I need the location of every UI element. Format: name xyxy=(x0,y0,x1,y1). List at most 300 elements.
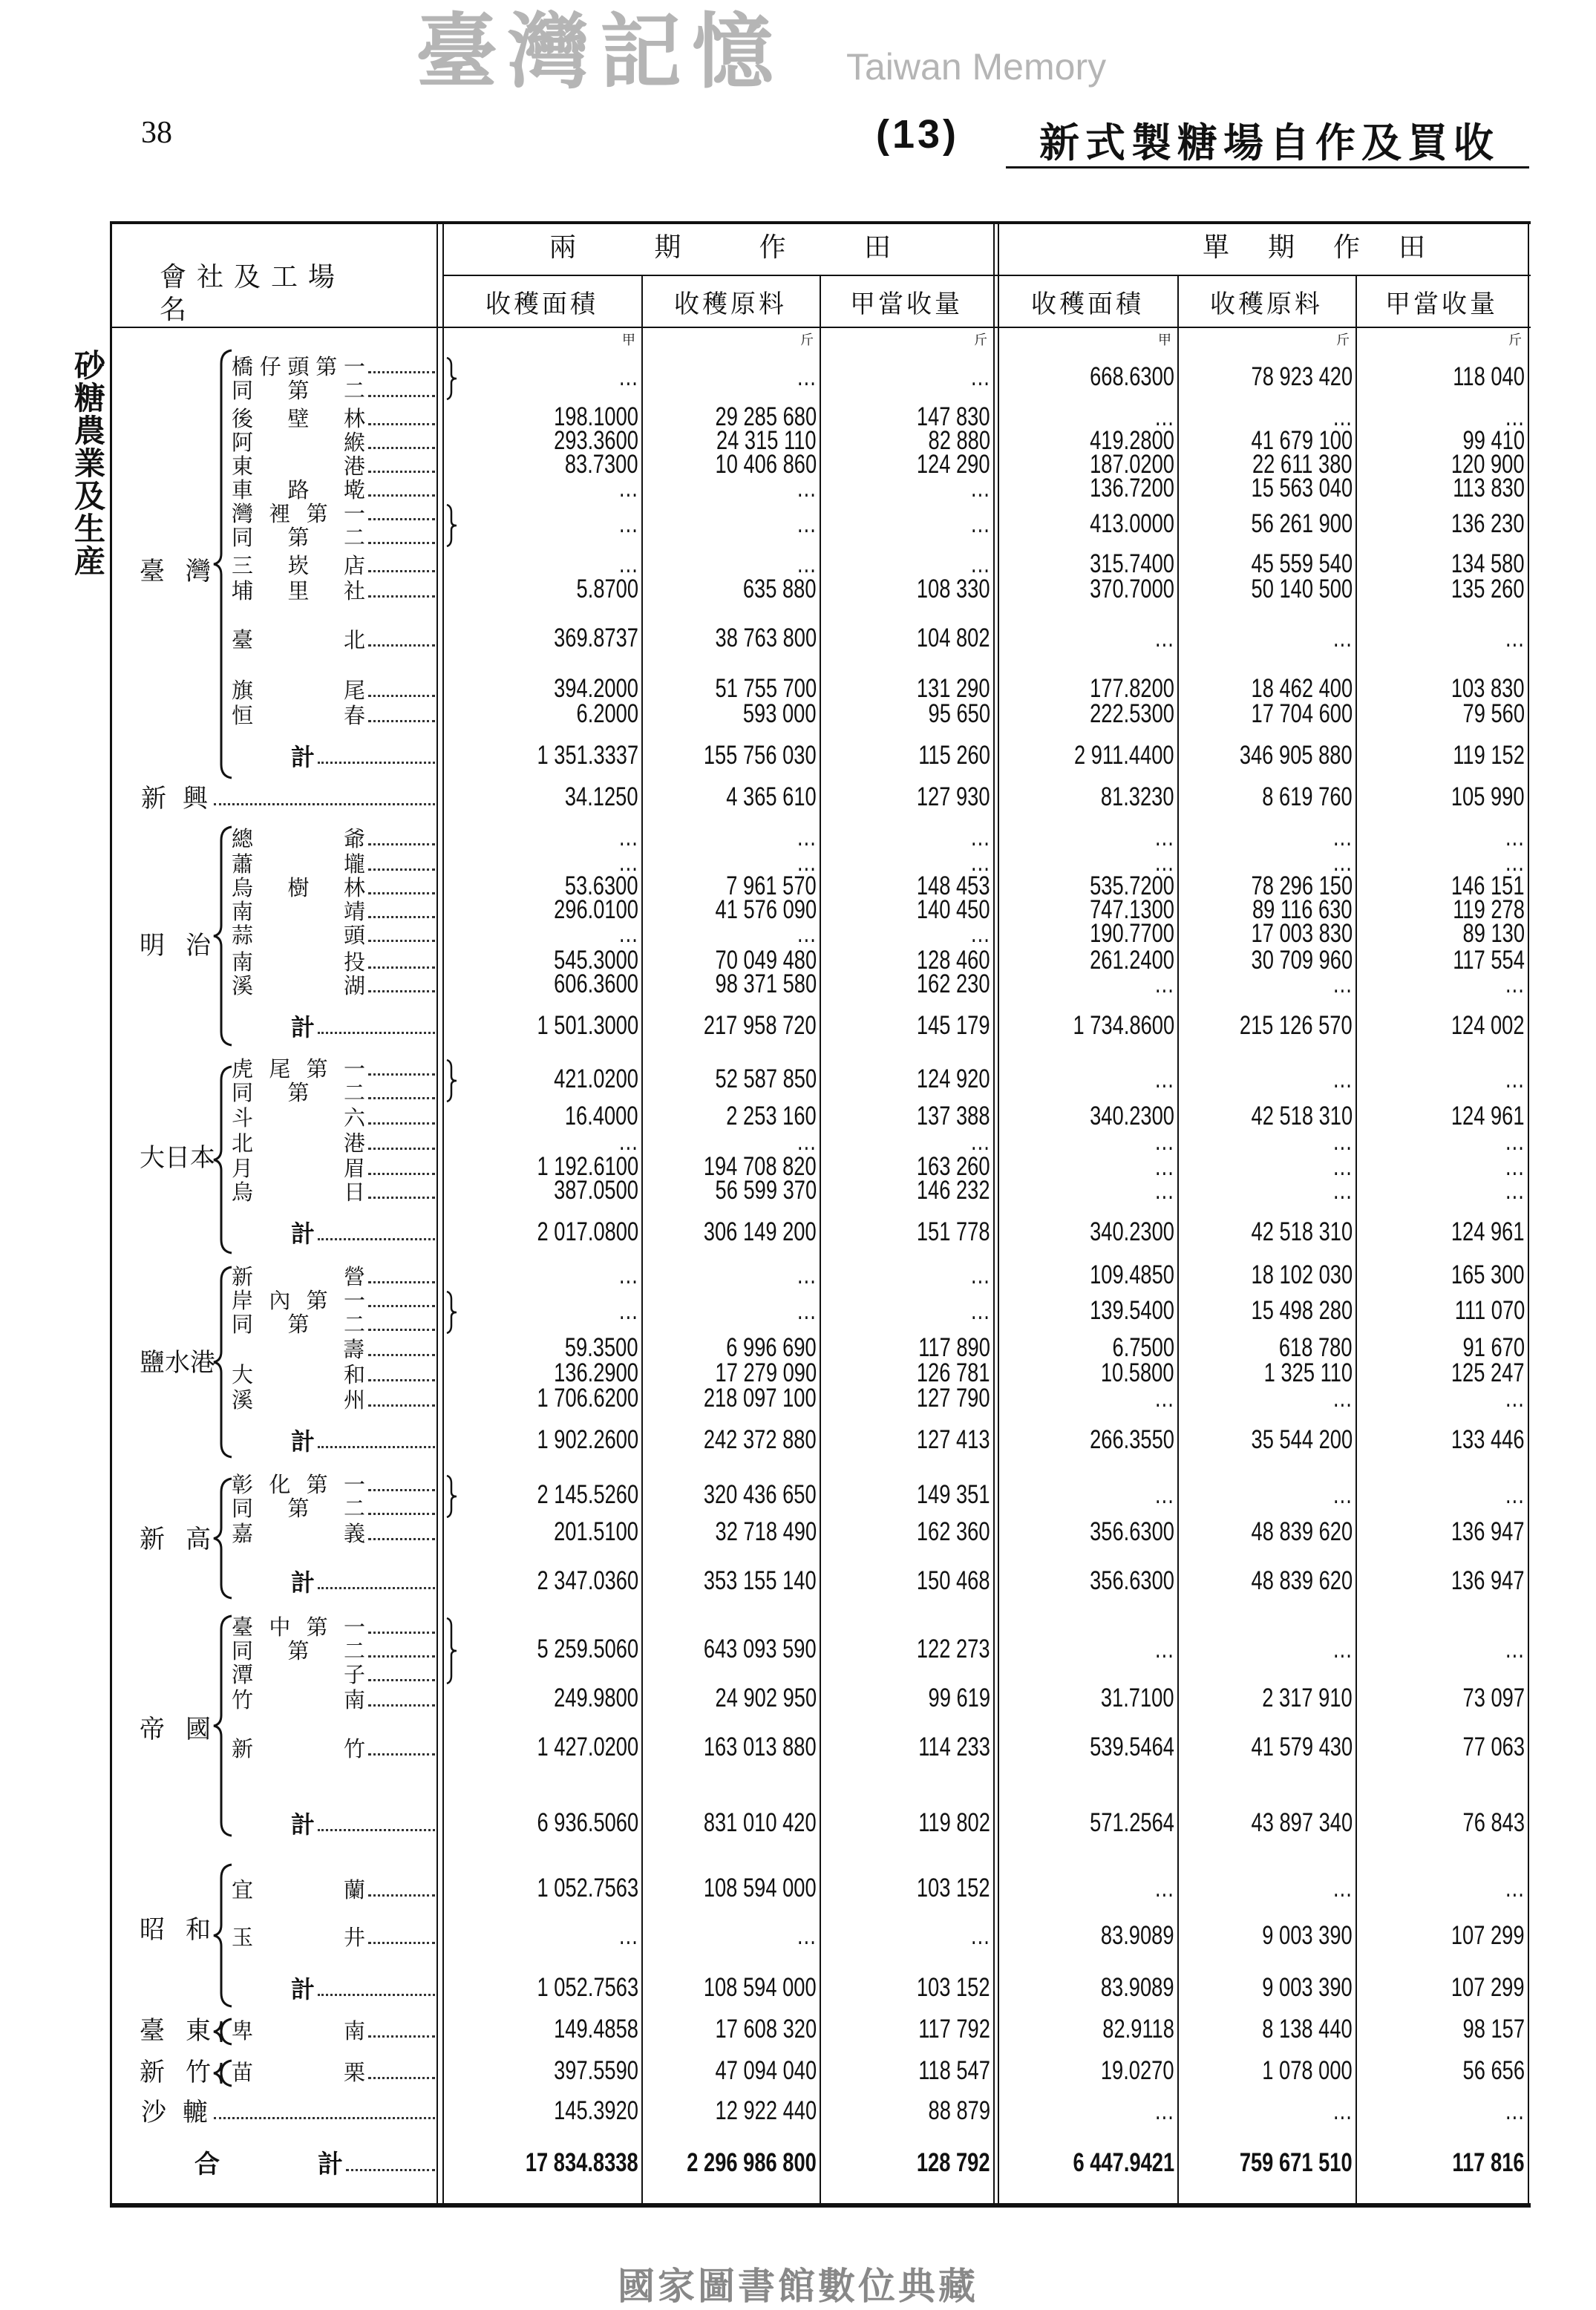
value-text: 124 920 xyxy=(917,1064,990,1093)
factory-name: 同第二 xyxy=(232,1496,365,1521)
factory-name: 卑南 xyxy=(232,2018,365,2044)
value-text: 52 587 850 xyxy=(715,1064,817,1093)
row-嘉義-single-area xyxy=(1001,1517,1174,1547)
subtotal-label: 計 xyxy=(291,1220,315,1248)
row-臺北-double-yield xyxy=(822,624,990,653)
subtotal-鹽水港-single-cane xyxy=(1180,1425,1353,1455)
subtotal-帝國-single-area xyxy=(1001,1808,1174,1838)
value-text: 128 460 xyxy=(917,946,990,975)
dot-leader xyxy=(368,868,435,871)
value-text: 115 260 xyxy=(918,741,990,770)
value-text: 78 923 420 xyxy=(1251,362,1353,391)
value-text: … xyxy=(618,474,638,503)
row-玉井-double-yield xyxy=(822,1921,990,1951)
value-text: 56 261 900 xyxy=(1251,509,1353,538)
row-臺中第一-double-yield xyxy=(822,1635,990,1664)
value-text: 145.3920 xyxy=(554,2096,638,2125)
value-text: … xyxy=(1154,822,1174,851)
value-text: 122 273 xyxy=(917,1635,990,1663)
value-text: 127 930 xyxy=(917,782,990,811)
company-name: 昭和 xyxy=(140,1915,211,1945)
row-宜蘭-double-yield xyxy=(822,1874,990,1903)
value-text: … xyxy=(1504,2096,1525,2125)
value-text: 24 315 110 xyxy=(716,426,817,455)
value-text: … xyxy=(618,822,638,851)
subtotal-新高-double-cane xyxy=(644,1566,817,1596)
value-text: 146 151 xyxy=(1451,871,1525,900)
column-divider xyxy=(1355,276,1357,2205)
value-text: 9 003 390 xyxy=(1262,1921,1353,1950)
value-text: 194 708 820 xyxy=(704,1152,817,1181)
value-text: … xyxy=(1332,1176,1353,1205)
value-text: 18 462 400 xyxy=(1251,674,1353,703)
row-嘉義-single-yield xyxy=(1358,1517,1525,1547)
row-臺中第一-double-area xyxy=(445,1635,638,1664)
value-text: 151 778 xyxy=(917,1217,990,1246)
value-text: 198.1000 xyxy=(554,402,638,431)
row-臺北-single-yield xyxy=(1358,624,1525,653)
value-text: 1 706.6200 xyxy=(537,1384,638,1413)
unit-label-double-cane: 斤 xyxy=(800,333,814,348)
value-text: 353 155 140 xyxy=(704,1566,817,1595)
subtotal-鹽水港-double-cane xyxy=(644,1425,817,1455)
value-text: 119 152 xyxy=(1453,741,1525,770)
row-虎尾第一-single-area xyxy=(1001,1064,1174,1094)
value-text: … xyxy=(796,509,817,538)
value-text: 42 518 310 xyxy=(1251,1102,1353,1131)
subtotal-明治-double-cane xyxy=(644,1011,817,1041)
value-text: 6.2000 xyxy=(576,699,638,728)
row-臺中第一-single-yield xyxy=(1358,1635,1525,1664)
value-text: … xyxy=(796,1921,817,1950)
row-宜蘭-single-yield xyxy=(1358,1874,1525,1903)
value-text: 53.6300 xyxy=(565,871,638,900)
value-text: 1 734.8600 xyxy=(1073,1011,1174,1040)
value-text: 29 285 680 xyxy=(715,402,817,431)
value-text: 2 253 160 xyxy=(726,1102,817,1131)
value-text: … xyxy=(969,1127,990,1156)
value-text: … xyxy=(1154,1064,1174,1093)
value-text: … xyxy=(1154,1635,1174,1663)
value-text: … xyxy=(1154,624,1174,652)
subtotal-大日本-double-yield xyxy=(822,1217,990,1247)
row-彰化第一-double-yield xyxy=(822,1480,990,1510)
value-text: … xyxy=(1154,1384,1174,1413)
row-溪州-single-yield xyxy=(1358,1384,1525,1413)
company-name: 沙轆 xyxy=(141,2098,208,2127)
value-text: 127 790 xyxy=(917,1384,990,1413)
row-苗栗-double-area xyxy=(445,2056,638,2086)
table-left-border xyxy=(110,221,112,2208)
value-text: … xyxy=(1332,402,1353,431)
row-溪州-double-area xyxy=(445,1384,638,1413)
row-新竹-double-area xyxy=(445,1732,638,1762)
row-新興-single-area xyxy=(1001,782,1174,812)
value-text: 103 152 xyxy=(917,1973,990,2002)
row-新營-double-cane xyxy=(644,1260,817,1290)
value-text: 81.3230 xyxy=(1101,782,1174,811)
row-烏日-double-area xyxy=(445,1176,638,1205)
row-玉井-single-cane xyxy=(1180,1921,1353,1951)
value-text: 136.7200 xyxy=(1090,474,1174,503)
row-橋仔頭第一-single-cane xyxy=(1180,362,1353,392)
dot-leader xyxy=(368,940,435,942)
value-text: 163 260 xyxy=(917,1152,990,1181)
value-text: 78 296 150 xyxy=(1251,871,1353,900)
row-恒春-double-area xyxy=(445,699,638,729)
row-恒春-double-yield xyxy=(822,699,990,729)
value-text: 50 140 500 xyxy=(1251,575,1353,603)
unit-label-single-cane: 斤 xyxy=(1336,333,1350,348)
factory-name: 南靖 xyxy=(232,899,365,924)
row-埔里社-single-area xyxy=(1001,575,1174,604)
watermark-subtext: Taiwan Memory xyxy=(846,46,1107,88)
value-text: 76 843 xyxy=(1462,1808,1525,1837)
subtotal-鹽水港-single-area xyxy=(1001,1425,1174,1455)
value-text: 16.4000 xyxy=(565,1102,638,1131)
dot-leader xyxy=(368,494,435,497)
value-text: 296.0100 xyxy=(554,895,638,924)
dot-leader xyxy=(368,570,435,572)
value-text: … xyxy=(1332,1480,1353,1509)
value-text: … xyxy=(1332,1152,1353,1181)
column-divider xyxy=(1177,276,1179,2205)
factory-name: 北港 xyxy=(232,1131,365,1156)
value-text: 293.3600 xyxy=(554,426,638,455)
subtotal-明治-double-yield xyxy=(822,1011,990,1041)
row-嘉義-double-yield xyxy=(822,1517,990,1547)
value-text: … xyxy=(618,1921,638,1950)
value-text: 42 518 310 xyxy=(1251,1217,1353,1246)
factory-name: 新竹 xyxy=(232,1736,365,1761)
factory-name: 車路墘 xyxy=(232,477,365,503)
value-text: 125 247 xyxy=(1451,1358,1525,1387)
value-text: … xyxy=(969,362,990,391)
title-underline xyxy=(1006,166,1529,168)
column-header-single-area: 收穫面積 xyxy=(1031,289,1144,319)
row-虎尾第一-single-yield xyxy=(1358,1064,1525,1094)
value-text: 88 879 xyxy=(928,2096,990,2125)
row-溪湖-double-area xyxy=(445,969,638,999)
grand-total-single-cane xyxy=(1180,2148,1353,2178)
value-text: 30 709 960 xyxy=(1251,946,1353,975)
subtotal-新高-single-yield xyxy=(1358,1566,1525,1596)
value-text: … xyxy=(1332,848,1353,877)
value-text: 17 834.8338 xyxy=(526,2148,638,2177)
factory-name: 溪州 xyxy=(232,1387,365,1413)
row-彰化第一-single-cane xyxy=(1180,1480,1353,1510)
value-text: 162 360 xyxy=(917,1517,990,1546)
row-竹南-double-area xyxy=(445,1684,638,1713)
page-title: 新式製糖場自作及買收 xyxy=(1039,119,1499,166)
value-text: 155 756 030 xyxy=(704,741,817,770)
value-text: 261.2400 xyxy=(1090,946,1174,975)
row-蒜頭-double-yield xyxy=(822,919,990,949)
value-text: 419.2800 xyxy=(1090,426,1174,455)
row-灣裡第一-double-area xyxy=(445,509,638,539)
grand-total-label: 合計 xyxy=(194,2150,343,2179)
row-嘉義-double-cane xyxy=(644,1517,817,1547)
value-text: … xyxy=(1332,969,1353,998)
value-text: … xyxy=(796,1127,817,1156)
subtotal-大日本-double-area xyxy=(445,1217,638,1247)
value-text: 89 116 630 xyxy=(1252,895,1353,924)
subtotal-鹽水港-double-yield xyxy=(822,1425,990,1455)
grand-total-single-area xyxy=(1001,2148,1174,2178)
value-text: 126 781 xyxy=(917,1358,990,1387)
value-text: … xyxy=(1154,848,1174,877)
dot-leader xyxy=(368,1753,435,1756)
row-岸內第一-single-cane xyxy=(1180,1296,1353,1326)
row-沙轆-single-area xyxy=(1001,2096,1174,2126)
value-text: 356.6300 xyxy=(1090,1566,1174,1595)
value-text: … xyxy=(796,822,817,851)
value-text: … xyxy=(969,848,990,877)
value-text: 119 802 xyxy=(918,1808,990,1837)
row-灣裡第一-single-cane xyxy=(1180,509,1353,539)
value-text: 79 560 xyxy=(1462,699,1525,728)
value-text: 593 000 xyxy=(743,699,817,728)
row-苗栗-single-yield xyxy=(1358,2056,1525,2086)
unit-label-single-yield: 斤 xyxy=(1508,333,1522,348)
row-竹南-double-cane xyxy=(644,1684,817,1713)
dot-leader xyxy=(368,1513,435,1515)
table-top-border xyxy=(110,221,1531,224)
value-text: 111 070 xyxy=(1454,1296,1525,1325)
factory-name: 後壁林 xyxy=(232,406,365,431)
row-新竹-double-cane xyxy=(644,1732,817,1762)
factory-name: 埔里社 xyxy=(232,578,365,603)
value-text: 17 279 090 xyxy=(715,1358,817,1387)
column-header-double-area: 收穫面積 xyxy=(485,289,598,319)
unit-label-single-area: 甲 xyxy=(1158,333,1171,348)
row-溪湖-double-cane xyxy=(644,969,817,999)
value-text: 136 947 xyxy=(1451,1566,1525,1595)
factory-name: 東港 xyxy=(232,454,365,479)
subtotal-帝國-single-yield xyxy=(1358,1808,1525,1838)
value-text: 340.2300 xyxy=(1090,1102,1174,1131)
factory-name: 橋仔頭第一 xyxy=(232,354,365,379)
value-text: … xyxy=(1504,624,1525,652)
value-text: … xyxy=(1332,1635,1353,1663)
value-text: … xyxy=(969,822,990,851)
value-text: … xyxy=(618,1127,638,1156)
company-name: 臺東 xyxy=(140,2016,211,2046)
row-橋仔頭第一-double-area xyxy=(445,362,638,392)
value-text: 140 450 xyxy=(917,895,990,924)
row-宜蘭-single-area xyxy=(1001,1874,1174,1903)
value-text: 147 830 xyxy=(917,402,990,431)
value-text: 18 102 030 xyxy=(1251,1260,1353,1289)
row-岸內第一-single-yield xyxy=(1358,1296,1525,1326)
row-卑南-single-cane xyxy=(1180,2015,1353,2044)
factory-name: 月眉 xyxy=(232,1156,365,1181)
row-彰化第一-single-yield xyxy=(1358,1480,1525,1510)
row-溪湖-single-yield xyxy=(1358,969,1525,999)
row-橋仔頭第一-double-yield xyxy=(822,362,990,392)
row-沙轆-double-cane xyxy=(644,2096,817,2126)
value-text: 119 278 xyxy=(1453,895,1525,924)
value-text: … xyxy=(796,1260,817,1289)
row-蒜頭-double-cane xyxy=(644,919,817,949)
value-text: 215 126 570 xyxy=(1240,1011,1353,1040)
row-卑南-single-area xyxy=(1001,2015,1174,2044)
row-嘉義-double-area xyxy=(445,1517,638,1547)
factory-name: 新營 xyxy=(232,1264,365,1289)
row-新興-double-yield xyxy=(822,782,990,812)
footer-credit: 國家圖書館數位典藏 xyxy=(618,2264,978,2308)
value-text: 139.5400 xyxy=(1090,1296,1174,1325)
value-text: 89 130 xyxy=(1462,919,1525,948)
column-divider xyxy=(998,221,999,2205)
factory-name: 總爺 xyxy=(232,826,365,851)
subtotal-label: 計 xyxy=(291,1568,315,1597)
grand-total-double-cane xyxy=(644,2148,817,2178)
subtotal-帝國-single-cane xyxy=(1180,1808,1353,1838)
value-text: 1 427.0200 xyxy=(537,1732,638,1761)
value-text: 70 049 480 xyxy=(715,946,817,975)
value-text: 135 260 xyxy=(1451,575,1525,603)
value-text: 635 880 xyxy=(743,575,817,603)
row-埔里社-double-yield xyxy=(822,575,990,604)
row-車路墘-double-area xyxy=(445,474,638,503)
value-text: 103 152 xyxy=(917,1874,990,1902)
subtotal-臺灣-single-yield xyxy=(1358,741,1525,770)
value-text: 5.8700 xyxy=(576,575,638,603)
value-text: 315.7400 xyxy=(1090,549,1174,578)
row-彰化第一-double-area xyxy=(445,1480,638,1510)
dot-leader xyxy=(214,803,435,805)
row-卑南-double-area xyxy=(445,2015,638,2044)
value-text: 95 650 xyxy=(928,699,990,728)
value-text: … xyxy=(796,549,817,578)
subtotal-新高-single-area xyxy=(1001,1566,1174,1596)
factory-name: 恒春 xyxy=(232,703,365,728)
subtotal-新高-double-yield xyxy=(822,1566,990,1596)
row-卑南-single-yield xyxy=(1358,2015,1525,2044)
row-蒜頭-double-area xyxy=(445,919,638,949)
row-溪州-single-area xyxy=(1001,1384,1174,1413)
value-text: 109.4850 xyxy=(1090,1260,1174,1289)
value-text: 1 902.2600 xyxy=(537,1425,638,1454)
value-text: 77 063 xyxy=(1462,1732,1525,1761)
double-crop-header: 兩期作田 xyxy=(549,232,891,263)
value-text: 6 936.5060 xyxy=(537,1808,638,1837)
row-苗栗-single-cane xyxy=(1180,2056,1353,2086)
factory-name: 旗尾 xyxy=(232,678,365,703)
value-text: 108 594 000 xyxy=(704,1973,817,2002)
value-text: 136.2900 xyxy=(554,1358,638,1387)
value-text: 128 792 xyxy=(917,2148,990,2177)
company-name: 新高 xyxy=(140,1525,211,1554)
value-text: 606.3600 xyxy=(554,969,638,998)
value-text: … xyxy=(796,919,817,948)
value-text: 9 003 390 xyxy=(1262,1973,1353,2002)
dot-leader xyxy=(318,1238,435,1240)
row-臺中第一-single-cane xyxy=(1180,1635,1353,1664)
value-text: 2 296 986 800 xyxy=(687,2148,817,2177)
dot-leader xyxy=(368,1894,435,1897)
column-divider xyxy=(641,276,643,2205)
subtotal-大日本-single-area xyxy=(1001,1217,1174,1247)
value-text: 83.9089 xyxy=(1101,1921,1174,1950)
row-苗栗-single-area xyxy=(1001,2056,1174,2086)
factory-name: 潭子 xyxy=(232,1662,365,1687)
row-新營-double-area xyxy=(445,1260,638,1290)
factory-name: 蒜頭 xyxy=(232,923,365,948)
row-溪湖-single-area xyxy=(1001,969,1174,999)
value-text: 31.7100 xyxy=(1101,1684,1174,1712)
subtotal-臺灣-double-cane xyxy=(644,741,817,770)
subtotal-臺灣-double-area xyxy=(445,741,638,770)
value-text: 117 792 xyxy=(918,2015,990,2044)
dot-leader xyxy=(368,966,435,969)
row-新營-single-yield xyxy=(1358,1260,1525,1290)
row-玉井-double-area xyxy=(445,1921,638,1951)
watermark: 臺灣記憶 xyxy=(416,4,784,99)
value-text: 1 052.7563 xyxy=(537,1973,638,2002)
dot-leader xyxy=(214,2117,435,2119)
row-臺北-double-area xyxy=(445,624,638,653)
value-text: 10.5800 xyxy=(1101,1358,1174,1387)
value-text: 43 897 340 xyxy=(1251,1808,1353,1837)
subtotal-鹽水港-double-area xyxy=(445,1425,638,1455)
row-沙轆-single-cane xyxy=(1180,2096,1353,2126)
value-text: 120 900 xyxy=(1451,450,1525,479)
dot-leader xyxy=(368,1281,435,1283)
row-卑南-double-yield xyxy=(822,2015,990,2044)
value-text: 124 290 xyxy=(917,450,990,479)
factory-name: 臺中第一 xyxy=(232,1614,365,1640)
value-text: … xyxy=(969,1260,990,1289)
header-group-divider xyxy=(442,275,1531,276)
value-text: 162 230 xyxy=(917,969,990,998)
value-text: 41 579 430 xyxy=(1251,1732,1353,1761)
value-text: 108 330 xyxy=(917,575,990,603)
row-橋仔頭第一-single-yield xyxy=(1358,362,1525,392)
factory-name: 三崁店 xyxy=(232,553,365,578)
dot-leader xyxy=(368,2035,435,2038)
value-text: 124 961 xyxy=(1451,1102,1525,1131)
row-溪州-double-cane xyxy=(644,1384,817,1413)
column-divider xyxy=(993,221,995,2205)
value-text: … xyxy=(618,509,638,538)
subtotal-臺灣-single-area xyxy=(1001,741,1174,770)
value-text: 137 388 xyxy=(917,1102,990,1131)
row-溪州-double-yield xyxy=(822,1384,990,1413)
value-text: … xyxy=(1504,402,1525,431)
value-text: 99 619 xyxy=(928,1684,990,1712)
value-text: 107 299 xyxy=(1451,1921,1525,1950)
value-text: … xyxy=(1504,1874,1525,1902)
column-header-double-cane: 收穫原料 xyxy=(674,289,787,319)
dot-leader xyxy=(368,1404,435,1407)
value-text: … xyxy=(1154,402,1174,431)
row-新興-single-cane xyxy=(1180,782,1353,812)
value-text: … xyxy=(969,919,990,948)
value-text: 759 671 510 xyxy=(1240,2148,1353,2177)
row-臺中第一-double-cane xyxy=(644,1635,817,1664)
value-text: … xyxy=(1504,969,1525,998)
dot-leader xyxy=(368,1538,435,1540)
value-text: 249.9800 xyxy=(554,1684,638,1712)
value-text: 539.5464 xyxy=(1090,1732,1174,1761)
factory-name: 彰化第一 xyxy=(232,1472,365,1497)
dot-leader xyxy=(368,423,435,425)
value-text: 17 003 830 xyxy=(1251,919,1353,948)
row-嘉義-single-cane xyxy=(1180,1517,1353,1547)
value-text: … xyxy=(1504,822,1525,851)
